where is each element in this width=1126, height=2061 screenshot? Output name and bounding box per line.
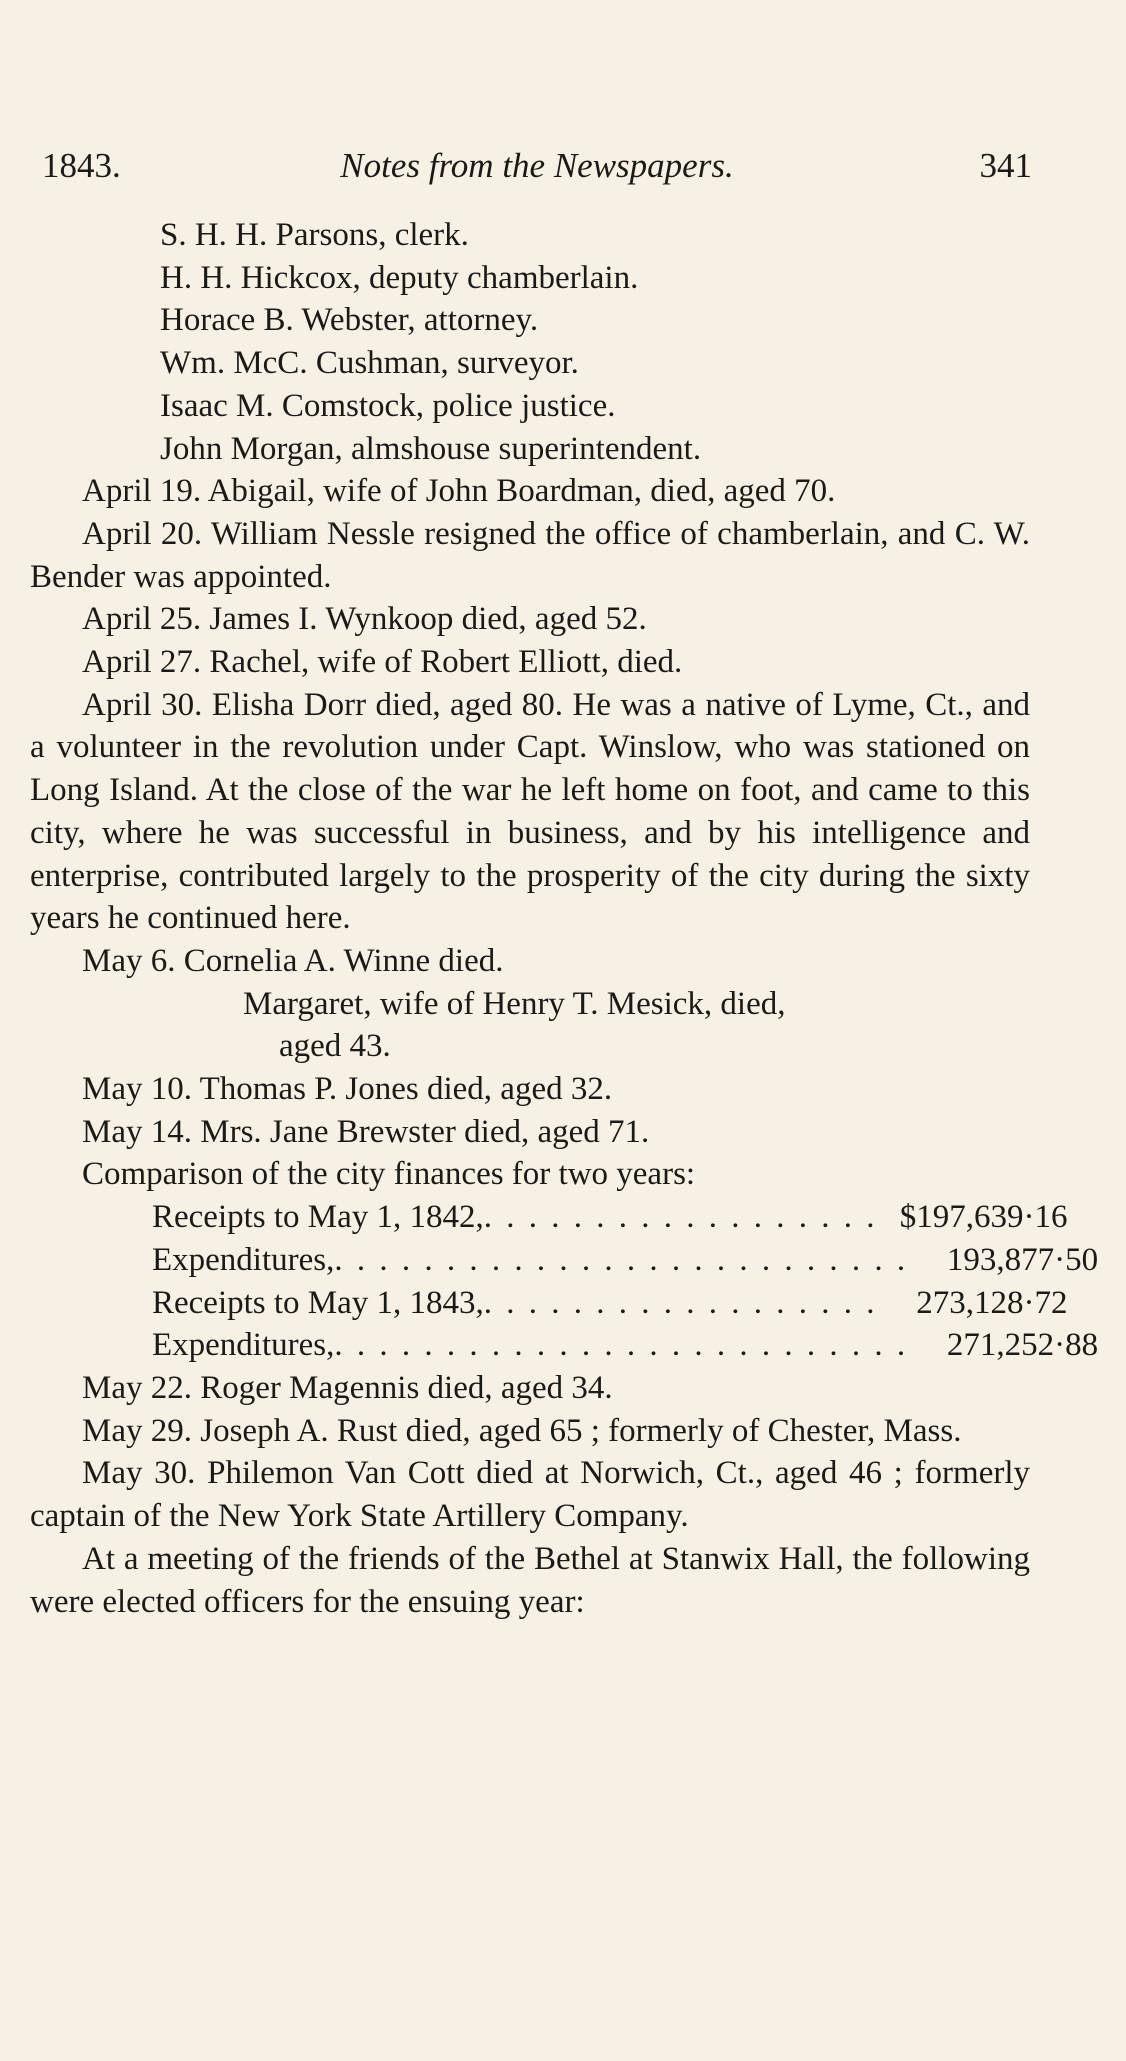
entry-may-22: May 22. Roger Magennis died, aged 34. — [82, 1369, 613, 1406]
leader-dots: . . . . . . . . . . . . . . . . . . . . . . . . . . — [334, 1327, 909, 1364]
officer-line: Horace B. Webster, attorney. — [160, 302, 539, 339]
entry-may-29: May 29. Joseph A. Rust died, aged 65 ; formerly of Chester, Mass. — [82, 1412, 962, 1449]
page-number: 341 — [979, 146, 1032, 185]
entry-april-19: April 19. Abigail, wife of John Boardman, died, aged 70. — [82, 473, 836, 510]
finance-row — [30, 1239, 1099, 1282]
entry-april-20: April 20. William Nessle resigned the office of chamberlain, and C. W. Bender was appointed. — [30, 515, 1030, 595]
officer-line: S. H. H. Parsons, clerk. — [160, 217, 469, 253]
officer-line: Isaac M. Comstock, police justice. — [160, 387, 616, 424]
running-head — [42, 146, 1032, 196]
finance-amount: $197,639·16 — [899, 1199, 1068, 1236]
entry-april-27: April 27. Rachel, wife of Robert Elliott, died. — [82, 644, 683, 681]
entry-may-14: May 14. Mrs. Jane Brewster died, aged 71. — [82, 1113, 650, 1150]
finance-row — [30, 1196, 1068, 1239]
entry-may-6-mesick — [30, 983, 1030, 1068]
finance-amount: 273,128·72 — [916, 1284, 1068, 1321]
officer-line: Wm. McC. Cushman, surveyor. — [160, 345, 579, 382]
leader-dots: . . . . . . . . . . . . . . . . . . — [483, 1284, 878, 1321]
header-title: Notes from the Newspapers. — [340, 146, 734, 185]
officer-line: H. H. Hickcox, deputy chamberlain. — [160, 259, 639, 296]
entry-may-6-mesick-line2: aged 43. — [279, 1028, 391, 1065]
finance-label: Receipts to May 1, 1842, — [152, 1199, 484, 1236]
entry-april-25: April 25. James I. Wynkoop died, aged 52. — [82, 601, 647, 638]
finance-amount: 271,252·88 — [946, 1327, 1099, 1364]
entry-may-10: May 10. Thomas P. Jones died, aged 32. — [82, 1071, 613, 1108]
entry-may-30: May 30. Philemon Van Cott died at Norwich, Ct., aged 46 ; formerly captain of the New York State Artillery Company. — [30, 1455, 1030, 1535]
finance-label: Expenditures, — [152, 1327, 335, 1364]
finance-label: Receipts to May 1, 1843, — [152, 1284, 484, 1321]
leader-dots: . . . . . . . . . . . . . . . . . . . . . . . . . . — [334, 1241, 909, 1278]
entry-bethel: At a meeting of the friends of the Bethel at Stanwix Hall, the following were elected officers for the ensuing year: — [30, 1540, 1030, 1620]
entry-may-6-mesick-line1: Margaret, wife of Henry T. Mesick, died, — [243, 985, 786, 1022]
header-year: 1843. — [42, 146, 121, 185]
entry-may-6: May 6. Cornelia A. Winne died. — [82, 942, 504, 979]
leader-dots: . . . . . . . . . . . . . . . . . . — [483, 1199, 878, 1236]
officer-line: John Morgan, almshouse superintendent. — [160, 430, 702, 467]
page-body — [30, 214, 1099, 1623]
finance-row — [30, 1282, 1068, 1325]
finance-label: Expenditures, — [152, 1241, 335, 1278]
finance-row — [30, 1324, 1099, 1367]
entry-april-30: April 30. Elisha Dorr died, aged 80. He was a native of Lyme, Ct., and a volunteer in the revolution under Capt. Winslow, who was stationed on Long Island. At the close of the war he left home on foot, and came to this city, where he was successful in business, and by his intelligence and enterprise, contributed largely to the prosperity of the city during the sixty years he continued here. — [30, 686, 1030, 937]
finance-amount: 193,877·50 — [946, 1241, 1099, 1278]
finances-intro: Comparison of the city finances for two years: — [82, 1156, 696, 1193]
book-page — [30, 0, 1099, 2061]
